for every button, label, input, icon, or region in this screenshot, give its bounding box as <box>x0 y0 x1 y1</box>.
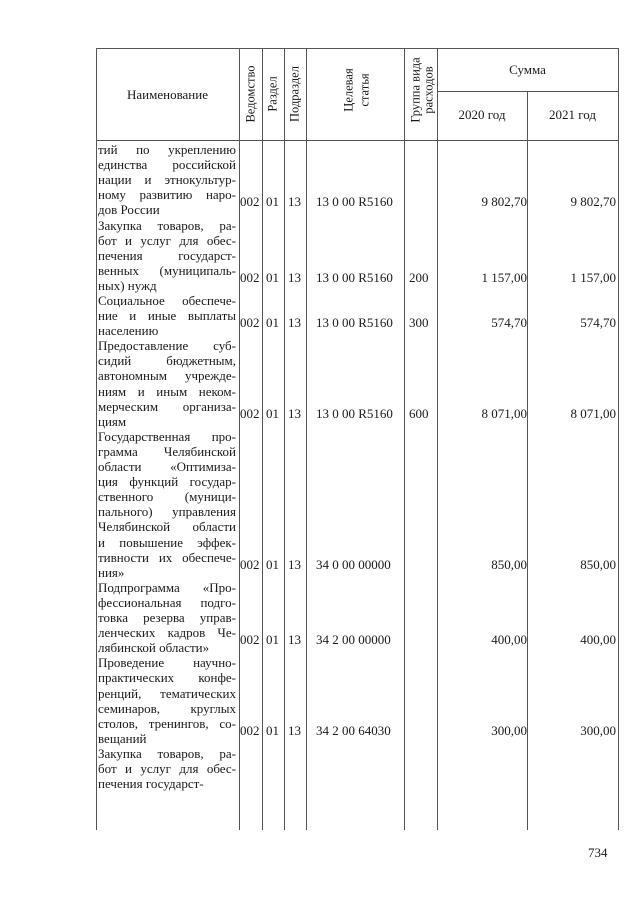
cell-ved: 002 <box>240 315 260 331</box>
row-name-line: лябинской области» <box>98 640 210 656</box>
cell-ved: 002 <box>240 194 260 210</box>
cell-cel-statya: 13 0 00 R5160 <box>316 194 393 210</box>
row-name-line: бот и услуг для обес- <box>98 761 236 777</box>
header-cel-2: статья <box>357 73 372 107</box>
row-name-line: Социальное обеспече- <box>98 293 236 308</box>
cell-sum-2021: 574,70 <box>580 315 616 331</box>
row-name-line: тий по укреплению <box>98 142 236 157</box>
col-border-left <box>96 48 97 830</box>
cell-razdel: 01 <box>266 194 279 210</box>
cell-sum-2020: 850,00 <box>491 556 527 572</box>
cell-ved: 002 <box>240 722 260 738</box>
row-name-line: ния» <box>98 564 125 580</box>
row-name-line: и повышение эффек- <box>98 534 236 550</box>
cell-ved: 002 <box>240 632 260 648</box>
cell-ved: 002 <box>240 405 260 421</box>
cell-sum-2020: 8 071,00 <box>481 405 527 421</box>
row-name-line: нации и этнокультур- <box>98 172 236 188</box>
row-name <box>98 655 236 746</box>
row-name-line: населению <box>98 323 159 339</box>
cell-sum-2021: 1 157,00 <box>570 269 616 285</box>
col-border-pr <box>306 48 307 830</box>
row-name-line: товка резерва управ- <box>98 610 236 626</box>
cell-podrazdel: 13 <box>288 556 301 572</box>
cell-vid-rashodov: 600 <box>409 405 429 421</box>
header-bottom-border <box>96 140 618 141</box>
cell-vid-rashodov: 200 <box>409 269 429 285</box>
cell-razdel: 01 <box>266 556 279 572</box>
cell-ved: 002 <box>240 556 260 572</box>
cell-sum-2021: 300,00 <box>580 722 616 738</box>
cell-podrazdel: 13 <box>288 722 301 738</box>
row-name-line: ственного (муници- <box>98 489 236 505</box>
table-top-border <box>96 48 618 49</box>
header-2020: 2020 год <box>458 107 506 122</box>
cell-cel-statya: 34 2 00 00000 <box>316 632 391 648</box>
row-name <box>98 338 236 429</box>
row-name-line: ленческих кадров Че- <box>98 625 236 641</box>
cell-cel-statya: 13 0 00 R5160 <box>316 315 393 331</box>
row-name-line: автономным учрежде- <box>98 368 236 384</box>
cell-cel-statya: 34 0 00 00000 <box>316 556 391 572</box>
cell-razdel: 01 <box>266 269 279 285</box>
row-name-line: ниям и иным неком- <box>98 383 236 399</box>
row-name-line: практических конфе- <box>98 670 236 686</box>
cell-sum-2021: 8 071,00 <box>570 405 616 421</box>
cell-cel-statya: 34 2 00 64030 <box>316 722 391 738</box>
header-cel-1: Целевая <box>341 68 356 112</box>
row-name-line: семинаров, круглых <box>98 700 236 716</box>
cell-sum-2021: 400,00 <box>580 632 616 648</box>
cell-cel-statya: 13 0 00 R5160 <box>316 269 393 285</box>
col-border-vr <box>437 48 438 830</box>
col-border-rz <box>284 48 285 830</box>
header-razdel: Раздел <box>265 76 280 112</box>
cell-sum-2020: 1 157,00 <box>481 269 527 285</box>
row-name <box>98 429 236 580</box>
cell-sum-2020: 300,00 <box>491 722 527 738</box>
row-name-line: Челябинской области <box>98 519 236 535</box>
row-name <box>98 746 236 791</box>
cell-sum-2020: 400,00 <box>491 632 527 648</box>
cell-cel-statya: 13 0 00 R5160 <box>316 405 393 421</box>
cell-razdel: 01 <box>266 315 279 331</box>
row-name-line: ному развитию наро- <box>98 187 236 203</box>
row-name-line: сидий бюджетным, <box>98 353 236 369</box>
row-name-line: ция функций государ- <box>98 474 236 490</box>
row-name-line: ние и иные выплаты <box>98 308 236 324</box>
row-name-line: Государственная про- <box>98 428 236 444</box>
row-name-line: дов России <box>98 202 160 218</box>
col-border-name <box>239 48 240 830</box>
row-name-line: печения государст- <box>98 776 204 792</box>
header-2021: 2021 год <box>549 107 596 122</box>
cell-sum-2020: 574,70 <box>491 315 527 331</box>
row-name-line: печения государст- <box>98 247 236 263</box>
cell-vid-rashodov: 300 <box>409 315 429 331</box>
row-name-line: фессиональная подго- <box>98 594 236 610</box>
row-name-line: столов, тренингов, со- <box>98 715 236 731</box>
row-name-line: Закупка товаров, ра- <box>98 746 236 761</box>
row-name-line: Закупка товаров, ра- <box>98 217 236 233</box>
col-border-2020 <box>527 92 528 830</box>
row-name-line: Предоставление суб- <box>98 338 236 354</box>
row-name-line: ных) нужд <box>98 277 157 293</box>
header-gr-2: расходов <box>421 66 436 114</box>
row-name <box>98 142 236 217</box>
cell-podrazdel: 13 <box>288 632 301 648</box>
row-name-line: бот и услуг для обес- <box>98 232 236 248</box>
row-name <box>98 218 236 293</box>
row-name-line: единства российской <box>98 157 236 173</box>
row-name-line: ренций, тематических <box>98 685 236 701</box>
cell-podrazdel: 13 <box>288 194 301 210</box>
row-name <box>98 293 236 338</box>
cell-sum-2021: 9 802,70 <box>570 194 616 210</box>
cell-podrazdel: 13 <box>288 405 301 421</box>
row-name-line: тивности их обеспече- <box>98 549 236 565</box>
row-name-line: циям <box>98 413 127 429</box>
row-name-line: грамма Челябинской <box>98 443 236 459</box>
cell-podrazdel: 13 <box>288 269 301 285</box>
header-ved: Ведомство <box>243 65 258 123</box>
page-number: 734 <box>588 845 608 860</box>
cell-ved: 002 <box>240 269 260 285</box>
row-name-line: мерческим организа- <box>98 398 236 414</box>
row-name-line: Проведение научно- <box>98 655 236 671</box>
cell-sum-2020: 9 802,70 <box>481 194 527 210</box>
col-border-ved <box>262 48 263 830</box>
row-name-line: вещаний <box>98 730 147 746</box>
header-podrazdel: Подраздел <box>287 66 302 122</box>
col-border-cs <box>404 48 405 830</box>
row-name-line: венных (муниципаль- <box>98 262 236 278</box>
cell-razdel: 01 <box>266 722 279 738</box>
col-border-right <box>618 48 619 830</box>
cell-razdel: 01 <box>266 632 279 648</box>
cell-podrazdel: 13 <box>288 315 301 331</box>
header-summa: Сумма <box>509 62 546 77</box>
row-name-line: Подпрограмма «Про- <box>98 579 236 595</box>
row-name-line: пального) управления <box>98 504 236 520</box>
row-name <box>98 580 236 655</box>
cell-razdel: 01 <box>266 405 279 421</box>
row-name-line: области «Оптимиза- <box>98 459 236 475</box>
header-name: Наименование <box>127 87 208 102</box>
cell-sum-2021: 850,00 <box>580 556 616 572</box>
header-gr-1: Группа вида <box>408 57 423 123</box>
